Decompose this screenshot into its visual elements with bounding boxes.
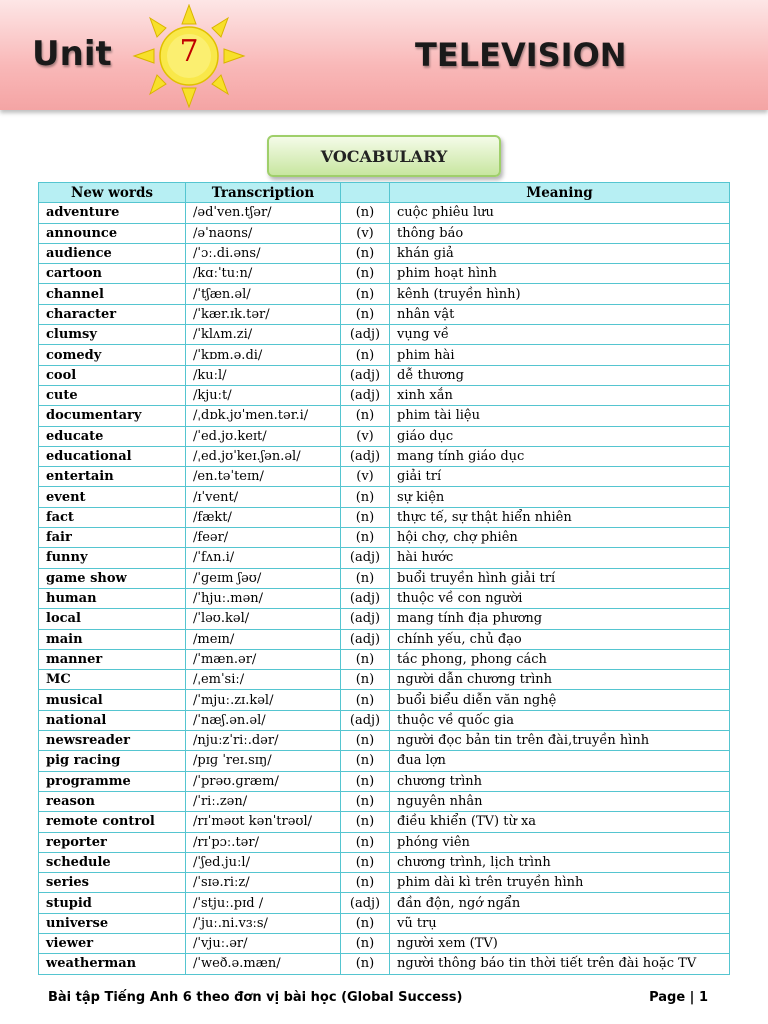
meaning-cell: người đọc bản tin trên đài,truyền hình xyxy=(390,731,730,751)
word-cell: universe xyxy=(39,913,186,933)
word-cell: cute xyxy=(39,385,186,405)
part-of-speech-cell: (n) xyxy=(341,487,390,507)
table-row xyxy=(39,751,730,771)
transcription-cell: /ˈhjuː.mən/ xyxy=(186,588,341,608)
part-of-speech-cell: (adj) xyxy=(341,609,390,629)
table-row xyxy=(39,649,730,669)
transcription-cell: /əˈnaʊns/ xyxy=(186,223,341,243)
word-cell: schedule xyxy=(39,852,186,872)
meaning-cell: vũ trụ xyxy=(390,913,730,933)
transcription-cell: /ˌed.jʊˈkeɪ.ʃən.əl/ xyxy=(186,446,341,466)
transcription-cell: /ˈʃed.juːl/ xyxy=(186,852,341,872)
part-of-speech-cell: (n) xyxy=(341,670,390,690)
word-cell: channel xyxy=(39,284,186,304)
part-of-speech-cell: (n) xyxy=(341,264,390,284)
part-of-speech-cell: (n) xyxy=(341,690,390,710)
meaning-cell: cuộc phiêu lưu xyxy=(390,203,730,223)
meaning-cell: người dẫn chương trình xyxy=(390,670,730,690)
transcription-cell: /ˌemˈsiː/ xyxy=(186,670,341,690)
transcription-cell: /ˈnæʃ.ən.əl/ xyxy=(186,710,341,730)
part-of-speech-cell: (n) xyxy=(341,203,390,223)
transcription-cell: /kɑːˈtuːn/ xyxy=(186,264,341,284)
word-cell: game show xyxy=(39,568,186,588)
meaning-cell: giải trí xyxy=(390,467,730,487)
table-row xyxy=(39,426,730,446)
part-of-speech-cell: (adj) xyxy=(341,588,390,608)
part-of-speech-cell: (n) xyxy=(341,832,390,852)
transcription-cell: /fækt/ xyxy=(186,507,341,527)
word-cell: newsreader xyxy=(39,731,186,751)
transcription-cell: /ˈed.jʊ.keɪt/ xyxy=(186,426,341,446)
table-row xyxy=(39,243,730,263)
transcription-cell: /ˈprəʊ.ɡræm/ xyxy=(186,771,341,791)
transcription-cell: /ˈkær.ɪk.tər/ xyxy=(186,304,341,324)
word-cell: local xyxy=(39,609,186,629)
transcription-cell: /ˈsɪə.riːz/ xyxy=(186,873,341,893)
page-header xyxy=(0,0,768,110)
meaning-cell: buổi biểu diễn văn nghệ xyxy=(390,690,730,710)
word-cell: documentary xyxy=(39,406,186,426)
table-row xyxy=(39,832,730,852)
part-of-speech-cell: (n) xyxy=(341,913,390,933)
meaning-cell: vụng về xyxy=(390,325,730,345)
word-cell: event xyxy=(39,487,186,507)
table-row xyxy=(39,487,730,507)
transcription-cell: /rɪˈpɔː.tər/ xyxy=(186,832,341,852)
word-cell: cool xyxy=(39,365,186,385)
word-cell: cartoon xyxy=(39,264,186,284)
word-cell: human xyxy=(39,588,186,608)
table-row xyxy=(39,304,730,324)
meaning-cell: nhân vật xyxy=(390,304,730,324)
word-cell: manner xyxy=(39,649,186,669)
part-of-speech-cell: (n) xyxy=(341,812,390,832)
transcription-cell: /rɪˈməʊt kənˈtrəʊl/ xyxy=(186,812,341,832)
table-row xyxy=(39,568,730,588)
word-cell: musical xyxy=(39,690,186,710)
transcription-cell: /kjuːt/ xyxy=(186,385,341,405)
word-cell: main xyxy=(39,629,186,649)
meaning-cell: giáo dục xyxy=(390,426,730,446)
table-row xyxy=(39,690,730,710)
part-of-speech-cell: (n) xyxy=(341,284,390,304)
table-row xyxy=(39,731,730,751)
part-of-speech-cell: (v) xyxy=(341,426,390,446)
part-of-speech-cell: (n) xyxy=(341,933,390,953)
meaning-cell: thuộc về quốc gia xyxy=(390,710,730,730)
table-row xyxy=(39,710,730,730)
meaning-cell: phim hài xyxy=(390,345,730,365)
table-row xyxy=(39,467,730,487)
table-row xyxy=(39,873,730,893)
meaning-cell: phim dài kì trên truyền hình xyxy=(390,873,730,893)
table-row xyxy=(39,771,730,791)
word-cell: announce xyxy=(39,223,186,243)
meaning-cell: nguyên nhân xyxy=(390,791,730,811)
meaning-cell: hội chợ, chợ phiên xyxy=(390,528,730,548)
word-cell: stupid xyxy=(39,893,186,913)
meaning-cell: đần độn, ngớ ngẩn xyxy=(390,893,730,913)
meaning-cell: đua lợn xyxy=(390,751,730,771)
table-row xyxy=(39,325,730,345)
table-row xyxy=(39,812,730,832)
transcription-cell: /ˈvjuː.ər/ xyxy=(186,933,341,953)
transcription-cell: /njuːzˈriː.dər/ xyxy=(186,731,341,751)
table-row xyxy=(39,284,730,304)
word-cell: fact xyxy=(39,507,186,527)
table-row xyxy=(39,446,730,466)
word-cell: educational xyxy=(39,446,186,466)
part-of-speech-cell: (n) xyxy=(341,243,390,263)
table-row xyxy=(39,588,730,608)
table-row xyxy=(39,893,730,913)
part-of-speech-cell: (v) xyxy=(341,467,390,487)
transcription-cell: /ˈstjuː.pɪd / xyxy=(186,893,341,913)
table-row xyxy=(39,548,730,568)
word-cell: character xyxy=(39,304,186,324)
meaning-cell: người xem (TV) xyxy=(390,933,730,953)
transcription-cell: /ˈɔː.di.əns/ xyxy=(186,243,341,263)
table-row xyxy=(39,933,730,953)
word-cell: educate xyxy=(39,426,186,446)
column-header-transcription: Transcription xyxy=(186,183,341,203)
transcription-cell: /ˈfʌn.i/ xyxy=(186,548,341,568)
part-of-speech-cell: (adj) xyxy=(341,548,390,568)
transcription-cell: /feər/ xyxy=(186,528,341,548)
transcription-cell: /ˈriː.zən/ xyxy=(186,791,341,811)
meaning-cell: kênh (truyền hình) xyxy=(390,284,730,304)
word-cell: programme xyxy=(39,771,186,791)
word-cell: reporter xyxy=(39,832,186,852)
word-cell: clumsy xyxy=(39,325,186,345)
table-row xyxy=(39,203,730,223)
part-of-speech-cell: (adj) xyxy=(341,325,390,345)
column-header-part-of-speech xyxy=(341,183,390,203)
part-of-speech-cell: (n) xyxy=(341,507,390,527)
table-row xyxy=(39,406,730,426)
transcription-cell: /ˈkɒm.ə.di/ xyxy=(186,345,341,365)
meaning-cell: phóng viên xyxy=(390,832,730,852)
table-row xyxy=(39,954,730,974)
meaning-cell: chương trình xyxy=(390,771,730,791)
part-of-speech-cell: (n) xyxy=(341,345,390,365)
meaning-cell: chương trình, lịch trình xyxy=(390,852,730,872)
meaning-cell: sự kiện xyxy=(390,487,730,507)
transcription-cell: /pɪɡ ˈreɪ.sɪŋ/ xyxy=(186,751,341,771)
part-of-speech-cell: (adj) xyxy=(341,446,390,466)
word-cell: remote control xyxy=(39,812,186,832)
meaning-cell: thông báo xyxy=(390,223,730,243)
meaning-cell: thực tế, sự thật hiển nhiên xyxy=(390,507,730,527)
table-row xyxy=(39,345,730,365)
part-of-speech-cell: (n) xyxy=(341,751,390,771)
part-of-speech-cell: (adj) xyxy=(341,365,390,385)
table-body xyxy=(39,203,730,974)
table-row xyxy=(39,913,730,933)
word-cell: series xyxy=(39,873,186,893)
transcription-cell: /ˈweð.ə.mæn/ xyxy=(186,954,341,974)
footer-book-title: Bài tập Tiếng Anh 6 theo đơn vị bài học (Global Success) xyxy=(48,990,463,1005)
table-row xyxy=(39,609,730,629)
transcription-cell: /ˈtʃæn.əl/ xyxy=(186,284,341,304)
footer-page-number: Page | 1 xyxy=(649,990,708,1005)
part-of-speech-cell: (n) xyxy=(341,304,390,324)
part-of-speech-cell: (n) xyxy=(341,568,390,588)
meaning-cell: điều khiển (TV) từ xa xyxy=(390,812,730,832)
transcription-cell: /kuːl/ xyxy=(186,365,341,385)
table-row xyxy=(39,264,730,284)
part-of-speech-cell: (adj) xyxy=(341,893,390,913)
unit-label: Unit xyxy=(32,34,112,74)
meaning-cell: thuộc về con người xyxy=(390,588,730,608)
transcription-cell: /en.təˈteɪn/ xyxy=(186,467,341,487)
meaning-cell: khán giả xyxy=(390,243,730,263)
transcription-cell: /meɪn/ xyxy=(186,629,341,649)
part-of-speech-cell: (n) xyxy=(341,791,390,811)
part-of-speech-cell: (n) xyxy=(341,406,390,426)
meaning-cell: buổi truyền hình giải trí xyxy=(390,568,730,588)
transcription-cell: /ˌdɒk.jʊˈmen.tər.i/ xyxy=(186,406,341,426)
meaning-cell: phim tài liệu xyxy=(390,406,730,426)
unit-number: 7 xyxy=(179,34,199,69)
transcription-cell: /ˈɡeɪm ʃəʊ/ xyxy=(186,568,341,588)
word-cell: national xyxy=(39,710,186,730)
word-cell: MC xyxy=(39,670,186,690)
part-of-speech-cell: (n) xyxy=(341,528,390,548)
table-row xyxy=(39,852,730,872)
word-cell: reason xyxy=(39,791,186,811)
meaning-cell: chính yếu, chủ đạo xyxy=(390,629,730,649)
transcription-cell: /ˈləʊ.kəl/ xyxy=(186,609,341,629)
word-cell: funny xyxy=(39,548,186,568)
part-of-speech-cell: (n) xyxy=(341,649,390,669)
meaning-cell: xinh xắn xyxy=(390,385,730,405)
word-cell: adventure xyxy=(39,203,186,223)
table-row xyxy=(39,507,730,527)
meaning-cell: dễ thương xyxy=(390,365,730,385)
meaning-cell: người thông báo tin thời tiết trên đài hoặc TV xyxy=(390,954,730,974)
table-row xyxy=(39,365,730,385)
part-of-speech-cell: (adj) xyxy=(341,710,390,730)
part-of-speech-cell: (adj) xyxy=(341,629,390,649)
part-of-speech-cell: (n) xyxy=(341,731,390,751)
column-header-meaning: Meaning xyxy=(390,183,730,203)
word-cell: fair xyxy=(39,528,186,548)
part-of-speech-cell: (n) xyxy=(341,771,390,791)
word-cell: audience xyxy=(39,243,186,263)
table-row xyxy=(39,385,730,405)
meaning-cell: phim hoạt hình xyxy=(390,264,730,284)
meaning-cell: mang tính giáo dục xyxy=(390,446,730,466)
word-cell: weatherman xyxy=(39,954,186,974)
word-cell: viewer xyxy=(39,933,186,953)
meaning-cell: hài hước xyxy=(390,548,730,568)
part-of-speech-cell: (n) xyxy=(341,954,390,974)
word-cell: comedy xyxy=(39,345,186,365)
transcription-cell: /ədˈven.tʃər/ xyxy=(186,203,341,223)
topic-title: TELEVISION xyxy=(415,36,627,74)
meaning-cell: tác phong, phong cách xyxy=(390,649,730,669)
transcription-cell: /ˈmjuː.zɪ.kəl/ xyxy=(186,690,341,710)
transcription-cell: /ɪˈvent/ xyxy=(186,487,341,507)
word-cell: pig racing xyxy=(39,751,186,771)
table-row xyxy=(39,791,730,811)
word-cell: entertain xyxy=(39,467,186,487)
table-row xyxy=(39,670,730,690)
part-of-speech-cell: (n) xyxy=(341,852,390,872)
transcription-cell: /ˈjuː.ni.vɜːs/ xyxy=(186,913,341,933)
column-header-new-words: New words xyxy=(39,183,186,203)
part-of-speech-cell: (n) xyxy=(341,873,390,893)
meaning-cell: mang tính địa phương xyxy=(390,609,730,629)
part-of-speech-cell: (adj) xyxy=(341,385,390,405)
transcription-cell: /ˈklʌm.zi/ xyxy=(186,325,341,345)
table-row xyxy=(39,629,730,649)
transcription-cell: /ˈmæn.ər/ xyxy=(186,649,341,669)
vocabulary-table xyxy=(38,182,730,975)
section-title: VOCABULARY xyxy=(267,135,501,177)
table-row xyxy=(39,528,730,548)
table-header-row xyxy=(39,183,730,203)
part-of-speech-cell: (v) xyxy=(341,223,390,243)
table-row xyxy=(39,223,730,243)
